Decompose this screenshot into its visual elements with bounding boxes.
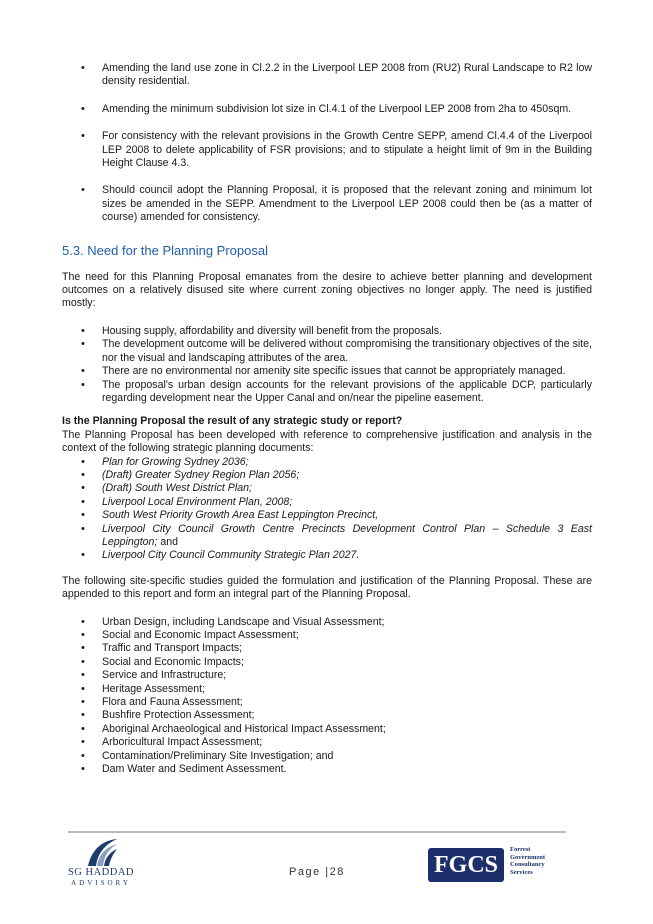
fgcs-logo-mark: FGCS	[433, 852, 498, 878]
list-item: • Service and Infrastructure;	[62, 669, 592, 682]
list-item: • Housing supply, affordability and diversity will benefit from the proposals.	[62, 325, 592, 338]
list-item: • Aboriginal Archaeological and Historical Impact Assessment;	[62, 723, 592, 736]
list-item: • Traffic and Transport Impacts;	[62, 642, 592, 655]
list-item: • For consistency with the relevant provisions in the Growth Centre SEPP, amend Cl.4.4 of the Liverpool LEP 2008 to delete applicability of FSR provisions; and to stipulate a height limit of 9m in the Building Height Clause 4.3.	[62, 130, 592, 170]
fgcs-logo-word: Services	[510, 868, 533, 876]
list-item	[62, 523, 592, 550]
list-item: • Contamination/Preliminary Site Investigation; and	[62, 750, 592, 763]
list-item: • Dam Water and Sediment Assessment.	[62, 763, 592, 776]
fgcs-logo-word: Consultancy	[510, 861, 545, 869]
fgcs-logo-word: Forrest	[510, 846, 531, 853]
list-item: • The proposal's urban design accounts for the relevant provisions of the applicable DCP, particularly regarding development near the Upper Canal and on/near the pipeline easement.	[62, 379, 592, 406]
page-number: Page |28	[289, 866, 345, 878]
road-arch-icon	[84, 836, 120, 868]
list-item: • Urban Design, including Landscape and Visual Assessment;	[62, 616, 592, 629]
list-item-and: and	[157, 535, 178, 548]
list-item: • (Draft) South West District Plan;	[62, 482, 592, 495]
sg-haddad-logo	[62, 836, 140, 888]
list-item: • There are no environmental nor amenity site specific issues that cannot be appropriately managed.	[62, 365, 592, 378]
fgcs-logo	[428, 842, 564, 886]
list-item: • Bushfire Protection Assessment;	[62, 709, 592, 722]
sg-haddad-logo-sub: ADVISORY	[71, 879, 131, 887]
list-item: • Plan for Growing Sydney 2036;	[62, 456, 592, 469]
list-item: • Social and Economic Impacts;	[62, 656, 592, 669]
list-item: • Flora and Fauna Assessment;	[62, 696, 592, 709]
list-item: • Amending the minimum subdivision lot size in Cl.4.1 of the Liverpool LEP 2008 from 2ha to 450sqm.	[62, 103, 592, 116]
site-studies-paragraph: The following site-specific studies guided the formulation and justification of the Planning Proposal. These are appended to this report and form an integral part of the Planning Proposal.	[62, 574, 592, 601]
list-item: • South West Priority Growth Area East Leppington Precinct,	[62, 509, 592, 522]
list-item: • Amending the land use zone in Cl.2.2 in the Liverpool LEP 2008 from (RU2) Rural Landscape to R2 low density residential.	[62, 62, 592, 89]
strategic-answer: The Planning Proposal has been developed with reference to comprehensive justification and analysis in the context of the following strategic planning documents:	[62, 428, 592, 455]
section-heading: 5.3. Need for the Planning Proposal	[62, 242, 268, 258]
list-item: • Arboricultural Impact Assessment;	[62, 736, 592, 749]
fgcs-logo-words	[510, 846, 564, 876]
list-item: • Social and Economic Impact Assessment;	[62, 629, 592, 642]
site-studies-list	[62, 616, 592, 777]
strategic-question: Is the Planning Proposal the result of any strategic study or report?	[62, 415, 403, 428]
list-item-text: Liverpool City Council Growth Centre Precincts Development Control Plan – Schedule 3 East Leppington;	[102, 522, 592, 548]
footer-divider	[68, 831, 566, 833]
list-item: • Liverpool City Council Community Strategic Plan 2027.	[62, 549, 592, 562]
fgcs-logo-box	[428, 848, 504, 882]
need-bullet-list	[62, 325, 592, 405]
need-paragraph: The need for this Planning Proposal emanates from the desire to achieve better planning and development outcomes on a relatively disused site where current zoning objectives no longer apply. The need is justified mostly:	[62, 270, 592, 310]
list-item: • Heritage Assessment;	[62, 683, 592, 696]
page-content	[62, 62, 592, 776]
list-item: • Should council adopt the Planning Proposal, it is proposed that the relevant zoning and minimum lot sizes be amended in the SEPP. Amendment to the Liverpool LEP 2008 could then be (as a matter of course) amended for consistency.	[62, 184, 592, 224]
strategic-docs-list	[62, 456, 592, 563]
list-item: • (Draft) Greater Sydney Region Plan 2056;	[62, 469, 592, 482]
list-item: • The development outcome will be delivered without compromising the transitionary objectives of the site, nor the visual and landscaping attributes of the area.	[62, 338, 592, 365]
sg-haddad-logo-name: SG HADDAD	[67, 867, 135, 878]
list-item: • Liverpool Local Environment Plan, 2008;	[62, 496, 592, 509]
fgcs-logo-word: Government	[510, 853, 546, 861]
intro-bullet-list	[62, 62, 592, 225]
